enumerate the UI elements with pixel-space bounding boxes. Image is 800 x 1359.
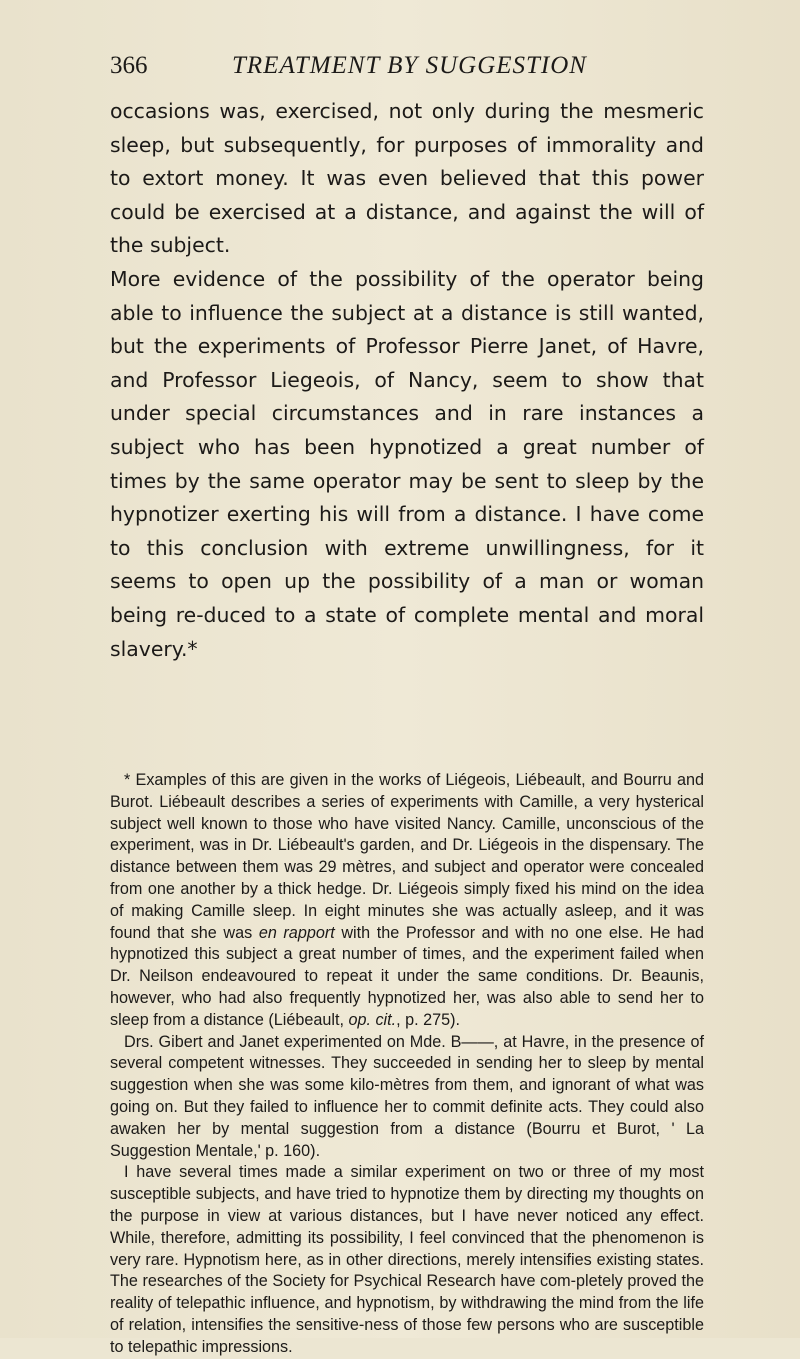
footnote-1-text-b: with the Professor and with no one else. He had hypnotized this subject a great number of times, and the experiment failed when Dr. Neilson endeavoured to repeat it under the same conditions. Dr. Beaunis, however, who had also frequently hypnotized her, was also able to send her to sleep from a distance (Liébeault, bbox=[110, 923, 704, 1029]
footnote-3: I have several times made a similar experiment on two or three of my most susceptible subjects, and have tried to hypnotize them by directing my thoughts on the purpose in view at various distances, but I have never noticed any effect. While, therefore, admitting its possibility, I feel convinced that the phenomenon is very rare. Hypnotism here, as in other directions, merely intensifies existing states. The researches of the Society for Psychical Research have com-pletely proved the reality of telepathic influence, and hypnotism, by withdrawing the mind from the life of relation, intensifies the sensitive-ness of those few persons who are susceptible to telepathic impressions. bbox=[110, 1163, 704, 1356]
paragraph-1: occasions was, exercised, not only during the mesmeric sleep, but subsequently, for purposes of immorality and to extort money. It was even believed that this power could be exercised at a distance, and against the will of the subject. bbox=[110, 99, 704, 258]
footnote-1-italic-en-rapport: en rapport bbox=[258, 923, 335, 942]
footnote-1-italic-op-cit: op. cit. bbox=[348, 1010, 397, 1029]
paragraph-2: More evidence of the possibility of the operator being able to influence the subject at a distance is still wanted, but the experiments of Professor Pierre Janet, of Havre, and Professor Liegeois, of Nancy, seem to show that under special circumstances and in rare instances a subject who has been hypnotized a great number of times by the same operator may be sent to sleep by the hypnotizer exerting his will from a distance. I have come to this conclusion with extreme unwillingness, for it seems to open up the possibility of a man or woman being re-duced to a state of complete mental and moral slavery.* bbox=[110, 266, 704, 661]
page-number: 366 bbox=[110, 52, 148, 79]
footnote-1-text-c: , p. 275). bbox=[396, 1010, 461, 1029]
main-text bbox=[110, 95, 704, 666]
footnote-1 bbox=[110, 770, 704, 1032]
page-header bbox=[110, 52, 700, 86]
running-title: TREATMENT BY SUGGESTION bbox=[232, 52, 587, 79]
footnote-2: Drs. Gibert and Janet experimented on Mde. B——, at Havre, in the presence of several competent witnesses. They succeeded in sending her to sleep by mental suggestion when she was some kilo-mètres from them, and ignorant of what was going on. But they failed to influence her to commit definite acts. They could also awaken her by mental suggestion from a distance (Bourru et Burot, ' La Suggestion Mentale,' p. 160). bbox=[110, 1032, 704, 1160]
footnote-1-text-a: * Examples of this are given in the works of Liégeois, Liébeault, and Bourru and Burot. Liébeault describes a series of experiments with Camille, a very hysterical subject well known to those who have visited Nancy. Camille, unconscious of the experiment, was in Dr. Liébeault's garden, and Dr. Liégeois in the dispensary. The distance between them was 29 mètres, and subject and operator were concealed from one another by a thick hedge. Dr. Liégeois simply fixed his mind on the idea of making Camille sleep. In eight minutes she was actually asleep, and it was found that she was bbox=[110, 771, 704, 942]
footnotes bbox=[110, 770, 704, 1359]
